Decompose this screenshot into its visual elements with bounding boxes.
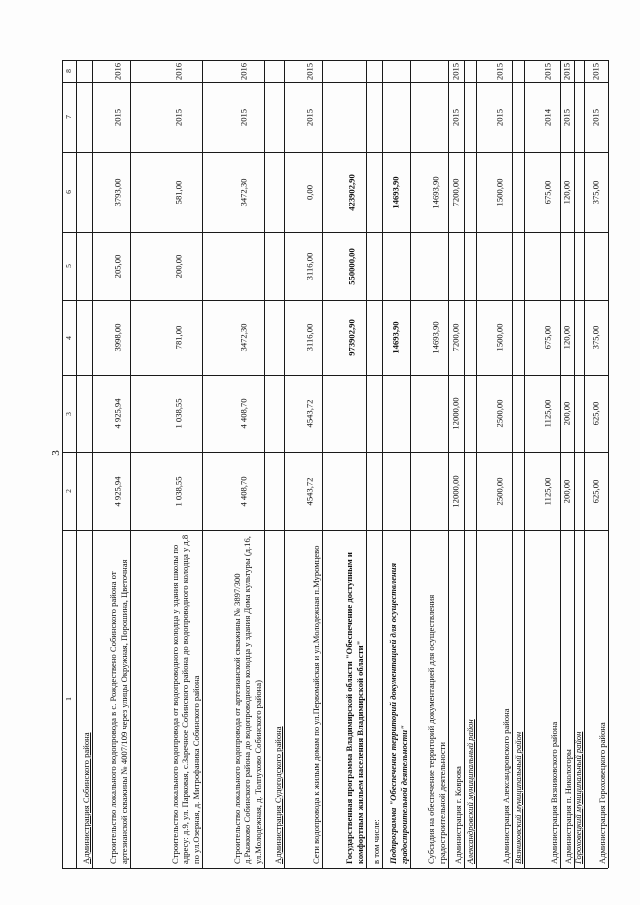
- cell-value: 1 038,55: [173, 475, 184, 507]
- cell-value: 2015: [494, 62, 505, 80]
- cell-value: 1125,00: [542, 399, 553, 428]
- cell-value: 200,00: [561, 479, 572, 503]
- row-label: Сети водопровода к жилым домам по ул.Первомайская и ул.Молодежная п.Муромцево: [310, 545, 321, 864]
- cell-value: 2015: [494, 108, 505, 126]
- cell-value: 2015: [450, 62, 461, 80]
- cell-value: 581,00: [173, 180, 184, 204]
- cell-value: 7200,00: [450, 323, 461, 352]
- column-divider: [62, 530, 608, 531]
- row-label: Субсидия на обеспечение территорий документацией для осуществления градостроительной деятельности: [426, 594, 447, 864]
- column-number: 8: [64, 69, 73, 73]
- column-number: 2: [64, 489, 73, 493]
- row-label: Государственная программа Владимирской области "Обеспечение доступным и комфортным жильем населения Владимирской области": [344, 552, 365, 864]
- column-divider: [62, 868, 608, 869]
- cell-value: 2015: [304, 108, 315, 126]
- cell-value: 4 408,70: [238, 398, 249, 429]
- cell-value: 4 408,70: [238, 475, 249, 507]
- cell-value: 2015: [542, 62, 553, 80]
- cell-value: 205,00: [112, 254, 123, 278]
- row-label: Строительство локального водопровода от водопроводного колодца у здания школы по адресу: д.9, ул. Парковая, с.Заречное Собинского района до водопроводного колодца у д.8 по ул.Озерная, д. Митрофаника Собинского района: [169, 534, 201, 864]
- cell-value: 675,00: [542, 180, 553, 204]
- cell-value: 3116,00: [304, 252, 315, 280]
- cell-value: 3998,00: [112, 323, 123, 352]
- column-divider: [62, 375, 608, 376]
- column-divider: [62, 82, 608, 83]
- cell-value: 7200,00: [450, 178, 461, 206]
- row-label: Администрация Гороховецкого района: [596, 722, 607, 864]
- cell-value: 1125,00: [542, 477, 553, 505]
- column-number: 4: [64, 335, 73, 340]
- cell-value: 200,00: [561, 401, 572, 426]
- cell-value: 2500,00: [494, 399, 505, 428]
- row-label: Администрация п. Никологоры: [562, 749, 573, 864]
- column-number: 1: [64, 697, 73, 701]
- column-number: 3: [64, 411, 73, 416]
- cell-value: 14693,90: [390, 175, 401, 209]
- row-label: Администрация Собинского района: [80, 732, 91, 864]
- cell-value: 2015: [450, 108, 461, 126]
- row-label: Строительство локального водопровода в с. Рождествено Собинского района от артезианской скважины № 4007/109 через улицы Окружная, Порошина, Цветочная: [108, 559, 129, 864]
- cell-value: 2015: [561, 108, 572, 126]
- row-divider: [608, 60, 609, 868]
- cell-value: 2015: [590, 62, 601, 80]
- cell-value: 2015: [112, 108, 123, 126]
- cell-value: 625,00: [590, 479, 601, 503]
- column-number: 5: [64, 264, 73, 268]
- cell-value: 2015: [561, 62, 572, 80]
- row-label: Администрация Вязниковского района: [548, 721, 559, 864]
- cell-value: 14693,90: [430, 321, 441, 354]
- cell-value: 375,00: [590, 325, 601, 350]
- column-divider: [62, 452, 608, 453]
- cell-value: 2015: [590, 108, 601, 126]
- row-label: Администрация г. Коврова: [452, 766, 463, 864]
- row-label: Вязниковский муниципальный район: [512, 731, 523, 864]
- cell-value: 973902,90: [346, 319, 357, 356]
- cell-value: 625,00: [590, 401, 601, 426]
- cell-value: 1500,00: [494, 323, 505, 352]
- cell-value: 4543,72: [304, 399, 315, 428]
- cell-value: 14693,90: [430, 175, 441, 209]
- row-label: в том числе:: [370, 819, 381, 864]
- row-label: Александровский муниципальный район: [464, 719, 475, 864]
- cell-value: 120,00: [561, 325, 572, 350]
- cell-value: 550000,00: [346, 247, 357, 285]
- cell-value: 3116,00: [304, 323, 315, 352]
- cell-value: 4543,72: [304, 477, 315, 505]
- row-label: Строительство локального водопровода от артезианской скважины № 3897/300 д.Рыжково Собинского района до водопроводного колодца у здания Дома культуры (д.16, ул.Молодежная, д. Толпухово Собинского района): [231, 536, 263, 864]
- cell-value: 2016: [112, 62, 123, 80]
- page-number: 3: [50, 450, 62, 456]
- cell-value: 675,00: [542, 325, 553, 350]
- row-label: Гороховецкий муниципальный район: [572, 731, 583, 864]
- row-label: Администрация Судогодского района: [272, 726, 283, 864]
- cell-value: 781,00: [173, 325, 184, 350]
- column-divider: [62, 152, 608, 153]
- column-divider: [62, 300, 608, 301]
- cell-value: 0,00: [304, 184, 315, 200]
- cell-value: 4 925,94: [112, 475, 123, 507]
- cell-value: 12000,00: [450, 397, 461, 430]
- cell-value: 14693,90: [390, 321, 401, 354]
- cell-value: 2014: [542, 108, 553, 126]
- cell-value: 2015: [173, 108, 184, 126]
- cell-value: 4 925,94: [112, 398, 123, 429]
- cell-value: 1500,00: [494, 178, 505, 206]
- cell-value: 2016: [173, 62, 184, 80]
- cell-value: 2016: [238, 62, 249, 80]
- cell-value: 2015: [238, 108, 249, 126]
- cell-value: 375,00: [590, 180, 601, 204]
- cell-value: 3793,00: [112, 178, 123, 206]
- cell-value: 423902,90: [346, 173, 357, 211]
- row-label: Администрация Александровского района: [500, 708, 511, 864]
- cell-value: 3472,30: [238, 178, 249, 206]
- row-divider: [62, 60, 63, 868]
- column-number: 7: [64, 115, 73, 119]
- column-number: 6: [64, 190, 73, 194]
- cell-value: 1 038,55: [173, 398, 184, 429]
- cell-value: 2015: [304, 62, 315, 80]
- cell-value: 3472,30: [238, 323, 249, 352]
- cell-value: 120,00: [561, 180, 572, 204]
- cell-value: 12000,00: [450, 474, 461, 508]
- cell-value: 200,00: [173, 254, 184, 278]
- cell-value: 2500,00: [494, 477, 505, 505]
- column-divider: [62, 232, 608, 233]
- column-divider: [62, 60, 608, 61]
- row-label: Подпрограмма "Обеспечение территорий документацией для осуществления градостроительной деятельности": [388, 562, 409, 864]
